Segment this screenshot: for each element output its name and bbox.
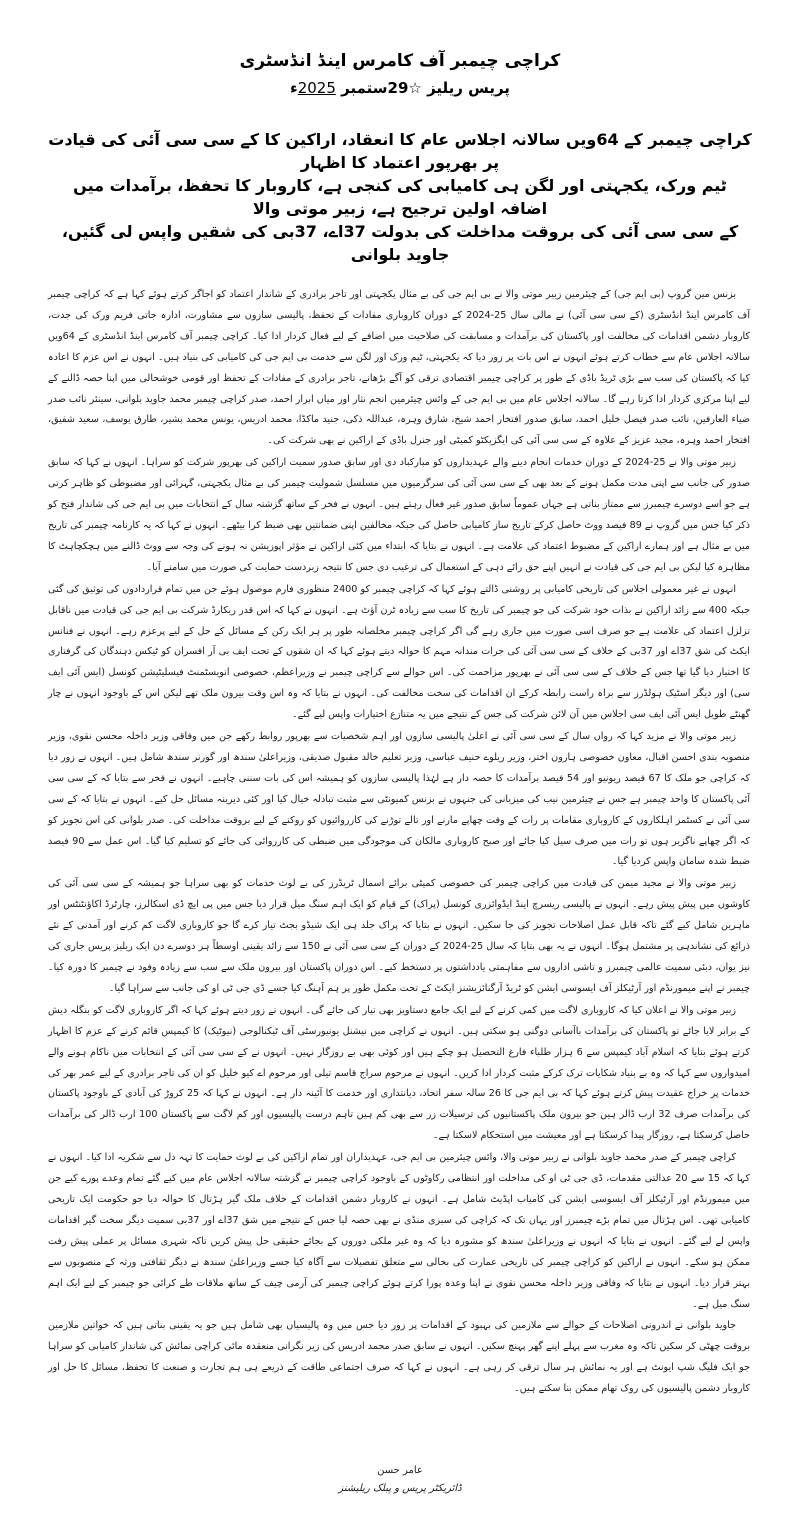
date-suffix: ء <box>290 79 298 97</box>
signature-block <box>0 1462 800 1498</box>
headline-line-3: کے سی سی آئی کی بروقت مداخلت کی بدولت 37اے، 37بی کی شقیں واپس لی گئیں، جاوید بلوانی <box>61 222 739 264</box>
organization-title: کراچی چیمبر آف کامرس اینڈ انڈسٹری <box>239 51 561 71</box>
body-paragraph: زبیر موتی والا نے اعلان کیا کہ کاروباری لاگت میں کمی کرنے کے لیے ایک جامع دستاویز بھی تیار کی جائے گی۔ انہوں نے زور دیتے ہوئے کہا کہ اگر کاروباری لاگت کو بنگلہ دیش کے برابر لایا جائے تو پاکستان کی برآمدات باآسانی دوگنی ہو سکتی ہیں۔ انہوں نے کراچی میں نیشنل یونیورسٹی آف ٹیکنالوجی (نیوٹیک) کا کیمپس قائم کرنے کے عزم کا اظہار کرتے ہوئے بتایا کہ اسلام آباد کیمپس سے 6 ہزار طلباء فارغ التحصیل ہو چکے ہیں اور کوئی بھی بے روزگار نہیں۔ انہوں نے کے سی سی آئی کے انتخابات میں ناکام ہونے والے امیدواروں سے کہا کہ وہ بے بنیاد شکایات ترک کرکے مثبت کردار ادا کریں۔ انہوں نے مرحوم سراج قاسم تیلی اور مرحوم اے کیو خلیل کو ان کی تاجر برادری کے لیے عمر بھر کی خدمات پر خراج عقیدت پیش کرتے ہوئے کہا کہ بی ایم جی کا 26 سالہ سفر اتحاد، دیانتداری اور خدمت کا آئینہ دار ہے۔ انہوں نے کہا کہ 25 کروڑ کی آبادی کے باوجود پاکستان کی برآمدات صرف 32 ارب ڈالر ہیں جو بیرون ملک پاکستانیوں کی ترسیلات زر سے بھی کم ہیں تاہم درست پالیسیوں اور کم لاگت سے پاکستان 100 ارب ڈالر کی برآمدات حاصل کرسکتا ہے، روزگار پیدا کرسکتا ہے اور معیشت میں استحکام لاسکتا ہے۔ <box>48 1004 750 1142</box>
article-body <box>48 285 750 1401</box>
headline-line-1: کراچی چیمبر کے 64ویں سالانہ اجلاس عام کا انعقاد، اراکین کا کے سی سی آئی کی قیادت پر بھرپور اعتماد کا اظہار <box>48 130 752 172</box>
body-paragraph: زبیر موتی والا نے 25-2024 کے دوران خدمات انجام دینے والے عہدیداروں کو مبارکباد دی اور سابق صدور سمیت اراکین کی بھرپور شرکت کو سراہا۔ انہوں نے کہا کہ سابق صدور کی جانب سے اپنی مدت مکمل ہونے کے بعد بھی کے سی سی آئی کی سرگرمیوں میں مسلسل شمولیت چیمبر کی بے مثال یکجہتی، گہرائی اور مضبوطی کو ظاہر کرتی ہے جو اسے دوسرے چیمبرز سے ممتاز بناتی ہے جہاں عموماً سابق صدور غیر فعال رہتے ہیں۔ انہوں نے فخر کے ساتھ گزشتہ سال کے انتخابات میں بی ایم جی کی شاندار فتح کو ذکر کیا جس میں گروپ نے 89 فیصد ووٹ حاصل کرکے تاریخ ساز کامیابی حاصل کی جبکہ مخالفین اپنی ضمانتیں بھی ضبط کرا بیٹھے۔ انہوں نے کہا کہ یہ کارنامہ چیمبر کی تاریخ میں بے مثال ہے اور ہمارے اراکین کے مضبوط اعتماد کی علامت ہے۔ انہوں نے بتایا کہ ابتداء میں کئی اراکین نے مؤثر اپوزیشن نہ ہونے کی وجہ سے ووٹ ڈالنے میں ہچکچاہٹ کا مظاہرہ کیا لیکن بی ایم جی کی قیادت نے انہیں اپنے حق رائے دہی کے استعمال کی ترغیب دی جس کا نتیجہ زبردست حمایت کی صورت میں سامنے آیا۔ <box>48 457 750 573</box>
body-paragraph: انہوں نے غیر معمولی اجلاس کی تاریخی کامیابی پر روشنی ڈالتے ہوئے کہا کہ کراچی چیمبر کو 2400 منظوری فارم موصول ہوئے جن میں تمام قراردادوں کی توثیق کی گئی جبکہ 400 سے زائد اراکین نے بذات خود شرکت کی جو چیمبر کی تاریخ کا سب سے زیادہ ٹرن آؤٹ ہے۔ انہوں نے کہا کہ اس قدر ریکارڈ شرکت بی ایم جی کی قیادت میں ناقابل تزلزل اعتماد کی علامت ہے جو صرف اسی صورت میں جاری رہے گی اگر کراچی چیمبر مخلصانہ طور پر ہر ایک رکن کے مسائل کے حل کے لیے پرعزم رہے۔ انہوں نے فنانس ایکٹ کی شق 37اے اور 37بی کے خلاف کے سی سی آئی کی جرات مندانہ مہم کا حوالہ دیتے ہوئے کہا کہ ان شقوں کے تحت ایف بی آر افسران کو ٹیکس دہندگان کی گرفتاری کا اختیار دیا گیا تھا جس کے خلاف کے سی سی آئی نے بھرپور مزاحمت کی۔ اس حوالے سے کراچی چیمبر نے وزیراعظم، خصوصی انویسٹمنٹ فیسلیٹیشن کونسل (ایس آئی ایف سی) اور دیگر اسٹیک ہولڈرز سے براہ راست رابطہ کرکے ان اقدامات کی سخت مخالفت کی۔ انہوں نے بتایا کہ وہ اس وقت بیرون ملک تھے لیکن اس کے باوجود انہوں نے چار گھنٹے طویل ایس آئی ایف سی اجلاس میں آن لائن شرکت کی جس کے نتیجے میں یہ متنازع اختیارات واپس لیے گئے۔ <box>48 583 750 721</box>
headline-block <box>48 128 752 266</box>
headline-line-2: ٹیم ورک، یکجہتی اور لگن ہی کامیابی کی کنجی ہے، کاروبار کا تحفظ، برآمدات میں اضافہ اولین ترجیح ہے، زبیر موتی والا <box>73 176 727 218</box>
date-day: 29 <box>387 79 409 97</box>
release-date-line <box>0 76 800 100</box>
date-month: ستمبر <box>341 79 388 97</box>
signatory-name: عامر حسن <box>377 1465 423 1476</box>
body-paragraph: زبیر موتی والا نے مزید کہا کہ رواں سال کے سی سی آئی نے اعلیٰ پالیسی سازوں اور اہم شخصیات سے بھرپور روابط رکھے جن میں وفاقی وزیر داخلہ محسن نقوی، وزیر منصوبہ بندی احسن اقبال، معاون خصوصی ہارون اختر، وزیر ریلوے حنیف عباسی، وزیر تعلیم خالد مقبول صدیقی، وزیراعلیٰ سندھ اور گورنر سندھ شامل ہیں۔ انہوں نے زور دیا کہ کراچی جو ملک کا 67 فیصد ریونیو اور 54 فیصد برآمدات کا حصہ دار ہے لہٰذا پالیسی سازوں کو ہمیشہ اس کی بات سننی چاہیے۔ انہوں نے فخر سے بتایا کہ کے سی سی آئی پاکستان کا واحد چیمبر ہے جس نے چیئرمین نیب کی میزبانی کی جنہوں نے بزنس کمیونٹی سے مثبت تبادلہ خیال کیا اور کئی دیرینہ مسائل حل کیے۔ انہوں نے بتایا کہ کے سی سی آئی نے کسٹمز اہلکاروں کے کاروباری مقامات پر رات کے وقت چھاپے مارنے اور تالے توڑنے کی کارروائیوں کو روکنے کے لیے بروقت مداخلت کی۔ صدر بلوانی کی اس تجویز کو کہ اگر چھاپے ناگزیر ہوں تو رات میں صرف سیل کیا جائے اور صبح کاروباری مالکان کی موجودگی میں ضبطی کی کارروائی کی جائے کو تسلیم کیا گیا۔ اس عمل سے 90 فیصد ضبط شدہ سامان واپس کردیا گیا۔ <box>48 731 751 868</box>
body-paragraph: کراچی چیمبر کے صدر محمد جاوید بلوانی نے زبیر موتی والا، وائس چیئرمین بی ایم جی، عہدیداران اور تمام اراکین کی بے لوث حمایت کا تہہ دل سے شکریہ ادا کیا۔ انہوں نے کہا کہ 15 سے 20 عدالتی مقدمات، ڈی جی ٹی او کی مداخلت اور انتظامی رکاوٹوں کے باوجود کراچی چیمبر نے گزشتہ سالانہ اجلاس عام میں کیے گئے تمام وعدے پورے کیے جن میں میمورنڈم اور آرٹیکلز آف ایسوسی ایشن کی کامیاب اپڈیٹ شامل ہے۔ انہوں نے کاروبار دشمن اقدامات کے خلاف ملک گیر ہڑتال کا حوالہ دیا جو حکومت ایک تاریخی کامیابی تھی۔ اس ہڑتال میں تمام بڑے چیمبرز اور یہاں تک کہ کراچی کی سبزی منڈی نے بھی حصہ لیا جس کے نتیجے میں شق 37اے اور 37بی سمیت دیگر سخت گیر اقدامات واپس لے لیے گئے۔ انہوں نے بتایا کہ انہوں نے وزیراعلیٰ سندھ کو مشورہ دیا کہ وہ غیر ملکی دوروں کے بجائے حقیقی حل پیش کریں تاکہ شہری مسائل پر عملی پیش رفت ممکن ہو سکے۔ انہوں نے اراکین کو کراچی چیمبر کی تاریخی عمارت کی بحالی سے متعلق تفصیلات سے آگاہ کیا جسے وزیراعلیٰ سندھ نے دیگر ثقافتی ورثہ کے منصوبوں سے بہتر قرار دیا۔ انہوں نے بتایا کہ وفاقی وزیر داخلہ محسن نقوی نے اپنا وعدہ پورا کرتے ہوئے کراچی چیمبر کی آرمی چیف کے ساتھ ملاقات طے کرائی جو چیمبر کے لیے ایک اہم سنگ میل ہے۔ <box>48 1152 750 1310</box>
letterhead <box>0 48 800 100</box>
release-label: پریس ریلیز <box>427 79 510 97</box>
body-paragraph: زبیر موتی والا نے مجید میمن کی قیادت میں کراچی چیمبر کی خصوصی کمیٹی برائے اسمال ٹریڈرز کی بے لوث خدمات کو بھی سراہا جو ہمیشہ کے سی سی آئی کی کاوشوں میں پیش پیش رہے۔ انہوں نے پالیسی ریسرچ اینڈ ایڈوائزری کونسل (پراک) کے قیام کو ایک اہم سنگ میل قرار دیا جس میں پی ایچ ڈی اسکالرز، چارٹرڈ اکاؤنٹنٹس اور ماہرین شامل کیے گئے تاکہ قابل عمل اصلاحات تجویز کی جا سکیں۔ انہوں نے بتایا کہ پراک جلد ہی ایک شیڈو بجٹ تیار کرے گا جو کاروباری لاگت کم کرنے اور آمدنی کے نئے ذرائع کی نشاندہی پر مشتمل ہوگا۔ انہوں نے یہ بھی بتایا کہ سال 25-2024 کے دوران کے سی سی آئی نے 150 سے زائد یقینی اوسطاً ہر دوسرے دن ایک ریلیز پریس جاری کی نیز یوان، دبئی سمیت عالمی چیمبرز و تاشی اداروں سے مفاہمتی یادداشتوں پر دستخط کیے۔ اس دوران پاکستان اور بیرون ملک سے سب سے زیادہ وفود نے چیمبر کا دورہ کیا۔ چیمبر نے اپنے میمورنڈم اور آرٹیکلز آف ایسوسی ایشن کو ٹریڈ آرگنائزیشنز ایکٹ کے تحت مکمل طور پر ہم آہنگ کیا جسے ڈی جی ٹی او کی جانب سے سراہا گیا۔ <box>48 878 751 994</box>
signatory-title: ڈائریکٹر پریس و پبلک ریلیشنز <box>338 1483 462 1494</box>
star-icon: ☆ <box>408 79 422 97</box>
date-year: 2025 <box>297 79 336 97</box>
body-paragraph: جاوید بلوانی نے اندرونی اصلاحات کے حوالے سے ملازمین کی بہبود کے اقدامات پر زور دیا جس میں وہ پالیسیاں بھی شامل ہیں جو یہ یقینی بناتی ہیں کہ خواتین ملازمین بروقت چھٹی کر سکیں تاکہ وہ مغرب سے پہلے اپنے گھر پہنچ سکیں۔ انہوں نے سابق صدر محمد ادریس کی زیر نگرانی منعقدہ مائی کراچی نمائش کی شاندار کامیابی کو سراہا جو ایک فلیگ شپ ایونٹ ہے اور یہ نمائش ہر سال ترقی کر رہی ہے۔ انہوں نے کہا کہ صرف اجتماعی طاقت کے ذریعے ہی ہم تجارت و صنعت کا تحفظ، مسائل کا حل اور کاروبار دشمن پالیسیوں کی روک تھام ممکن بنا سکتے ہیں۔ <box>48 1320 750 1395</box>
body-paragraph: بزنس مین گروپ (بی ایم جی) کے چیئرمین زبیر موتی والا نے بی ایم جی کی بے مثال یکجہتی اور تاجر برادری کے شاندار اعتماد کو اجاگر کرتے ہوئے کہا ہے کہ کراچی چیمبر آف کامرس اینڈ انڈسٹری (کے سی سی آئی) نے مالی سال 25-2024 کے دوران کاروباری مفادات کے تحفظ، پالیسی سازوں سے مشاورت، ادارہ جاتی فریم ورک کی جدت، کاروبار دشمن اقدامات کی مخالفت اور پاکستان کی برآمدات و مسابقت کی صلاحیت میں اضافے کے لیے فعال کردار ادا کیا۔ کراچی چیمبر آف کامرس اینڈ انڈسٹری کے 64ویں سالانہ اجلاس عام سے خطاب کرتے ہوئے انہوں نے اس بات پر زور دیا کہ یکجہتی، ٹیم ورک اور لگن سے خدمت بی ایم جی کی کامیابی کی بنیاد ہیں۔ انہوں نے اس عزم کا اعادہ کیا کہ پاکستان کی سب سے بڑی ٹریڈ باڈی کے طور پر کراچی چیمبر اقتصادی ترقی کو آگے بڑھانے، تاجر برادری کے مفادات کے تحفظ اور قومی خوشحالی میں اپنا حصہ ڈالنے کے لیے اپنا مرکزی کردار ادا کرتا رہے گا۔ سالانہ اجلاس عام میں بی ایم جی کے وائس چیئرمین انجم نثار اور میاں ابرار احمد، صدر کراچی چیمبر محمد جاوید بلوانی، سینئر نائب صدر ضیاء العارفین، نائب صدر فیصل خلیل احمد، سابق صدور افتخار احمد شیخ، شارق وہرہ، عبداللہ ذکی، جنید ماکڈا، محمد ادریس، یونس محمد بشیر، طارق یوسف، سعید شفیق، افتخار احمد وہرہ، مجید عزیز کے علاوہ کے سی سی آئی کی ایگزیکٹو کمیٹی اور جنرل باڈی کے اراکین نے بھی شرکت کی۔ <box>48 289 750 447</box>
